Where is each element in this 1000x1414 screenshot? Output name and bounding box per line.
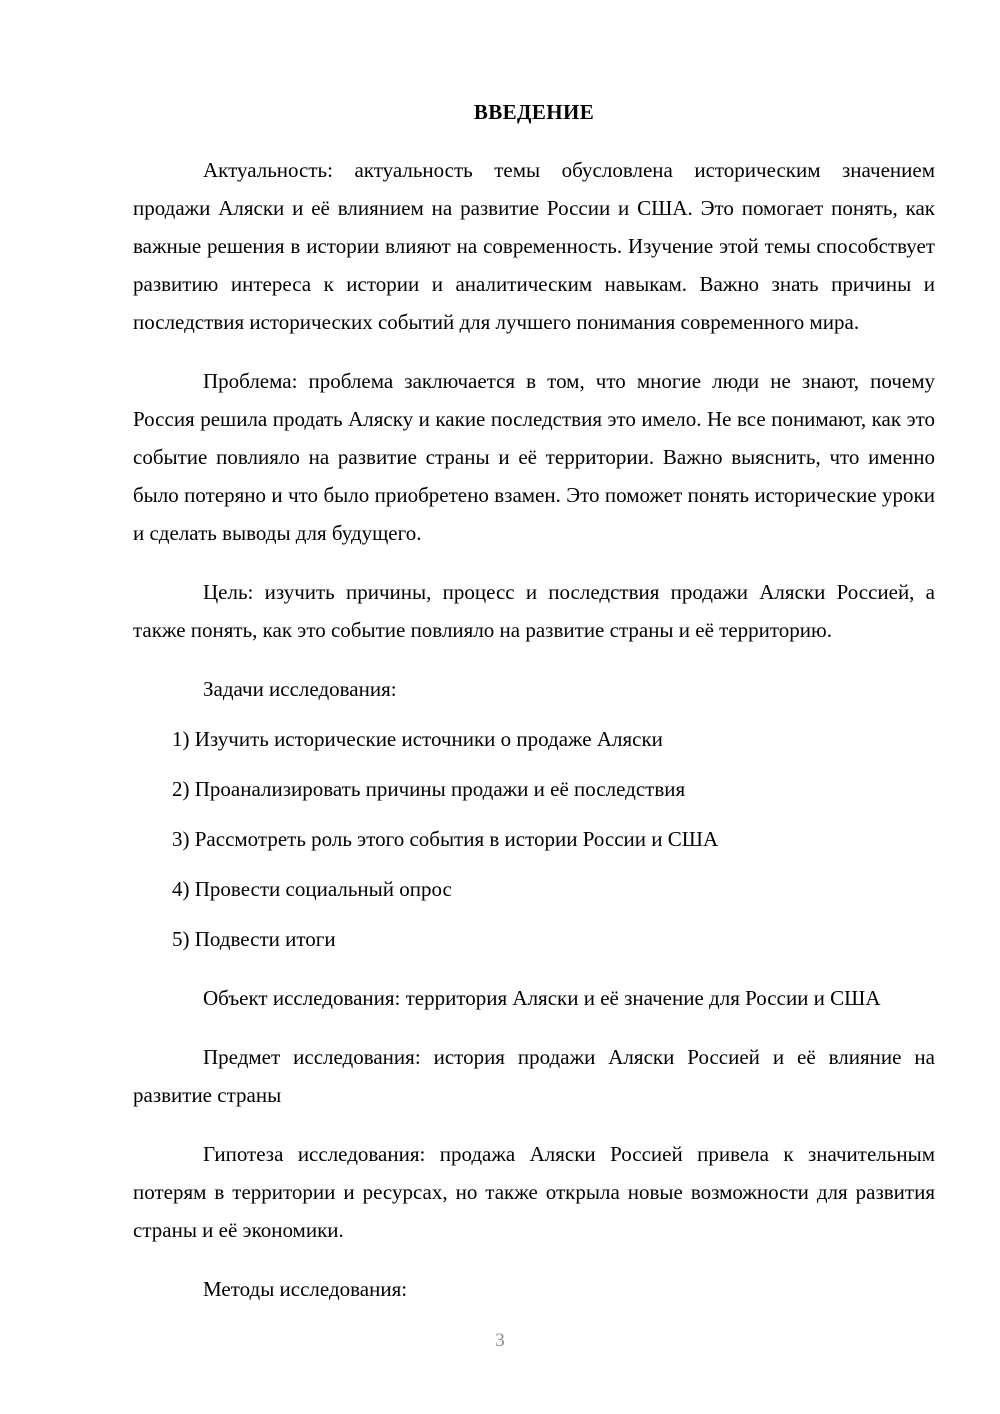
list-item: 3) Рассмотреть роль этого события в истории России и США xyxy=(172,827,719,852)
list-item: 1) Изучить исторические источники о продаже Аляски xyxy=(172,727,663,752)
paragraph-goal: Цель: изучить причины, процесс и последствия продажи Аляски Россией, а также понять, как это событие повлияло на развитие страны и её территорию. xyxy=(133,580,935,643)
paragraph-subject: Предмет исследования: история продажи Аляски Россией и её влияние на развитие страны xyxy=(133,1045,935,1108)
list-item: 4) Провести социальный опрос xyxy=(172,877,452,902)
paragraph-relevance: Актуальность: актуальность темы обусловлена историческим значением продажи Аляски и её влиянием на развитие России и США. Это помогает понять, как важные решения в истории влияют на современность. Изучение этой темы способствует развитию интереса к истории и аналитическим навыкам. Важно знать причины и последствия исторических событий для лучшего понимания современного мира. xyxy=(133,158,935,335)
tasks-list xyxy=(133,708,935,958)
paragraph-problem: Проблема: проблема заключается в том, что многие люди не знают, почему Россия решила продать Аляску и какие последствия это имело. Не все понимают, как это событие повлияло на развитие страны и её территории. Важно выяснить, что именно было потеряно и что было приобретено взамен. Это поможет понять исторические уроки и сделать выводы для будущего. xyxy=(133,369,935,546)
document-body xyxy=(133,0,935,1308)
page-title: ВВЕДЕНИЕ xyxy=(473,100,595,124)
list-item: 5) Подвести итоги xyxy=(172,927,336,952)
methods-heading: Методы исследования: xyxy=(203,1277,408,1302)
paragraph-object: Объект исследования: территория Аляски и её значение для России и США xyxy=(203,986,881,1011)
page-number: 3 xyxy=(495,1330,505,1351)
list-item: 2) Проанализировать причины продажи и её последствия xyxy=(172,777,686,802)
paragraph-hypothesis: Гипотеза исследования: продажа Аляски Россией привела к значительным потерям в территории и ресурсах, но также открыла новые возможности для развития страны и её экономики. xyxy=(133,1142,935,1243)
tasks-heading: Задачи исследования: xyxy=(203,677,397,702)
